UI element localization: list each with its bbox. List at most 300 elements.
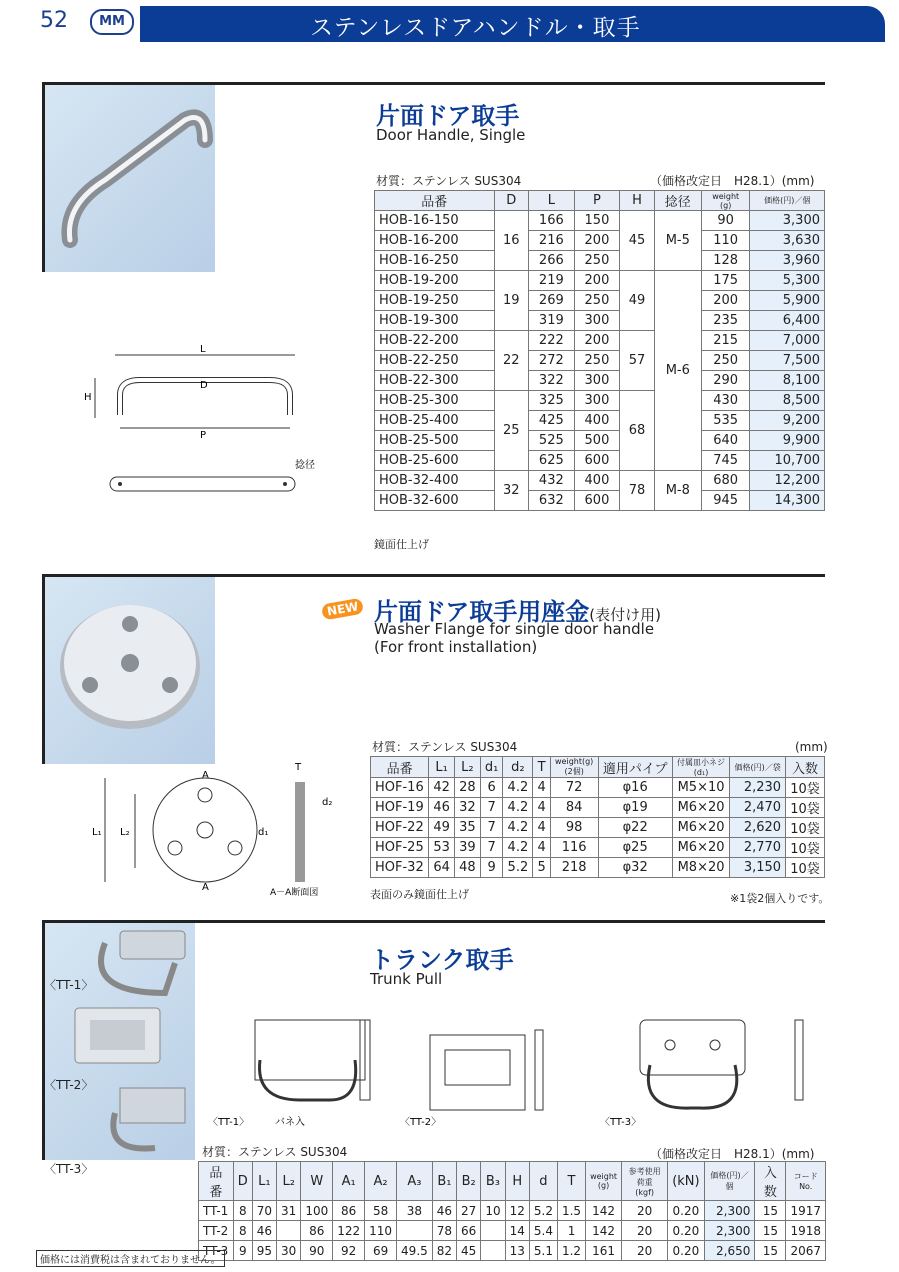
table-cell: 3,630 — [750, 231, 825, 251]
table-cell: 98 — [550, 818, 598, 838]
column-header: 品番 — [371, 757, 429, 778]
section3-price-note: （価格改定日 H28.1）(mm) — [650, 1147, 815, 1161]
table-cell: M6×20 — [672, 838, 730, 858]
table-cell: 64 — [429, 858, 455, 878]
section2-footnote: 表面のみ鏡面仕上げ — [370, 888, 469, 901]
section2-subtitle1: Washer Flange for single door handle — [374, 620, 655, 638]
table-cell: 250 — [574, 251, 620, 271]
table-row — [375, 271, 825, 291]
section2-subtitle2: (For front installation) — [374, 638, 538, 656]
table-cell: 2,300 — [704, 1201, 755, 1221]
table-cell: HOB-19-200 — [375, 271, 495, 291]
table-cell: 69 — [365, 1241, 397, 1261]
table-cell: 4 — [533, 798, 550, 818]
table-cell: φ22 — [598, 818, 672, 838]
column-header: B₁ — [432, 1162, 456, 1201]
table-cell: 215 — [701, 331, 750, 351]
table-cell: 70 — [252, 1201, 276, 1221]
diagram-label-H: H — [84, 392, 92, 403]
table-cell: 250 — [701, 351, 750, 371]
column-header: 適用パイプ — [598, 757, 672, 778]
table-cell: 5.2 — [529, 1201, 557, 1221]
table-cell: HOB-25-500 — [375, 431, 495, 451]
table-cell: HOF-19 — [371, 798, 429, 818]
table-row — [371, 858, 825, 878]
table-cell: 250 — [574, 291, 620, 311]
diagram-label-tt3: 〈TT-3〉 — [600, 1117, 642, 1128]
table-cell: 4 — [533, 838, 550, 858]
diagram-label-tt1: 〈TT-1〉 — [208, 1117, 250, 1128]
table-cell: 8 — [233, 1221, 252, 1241]
table-cell: 535 — [701, 411, 750, 431]
table-cell: 49.5 — [397, 1241, 433, 1261]
table-cell: 166 — [529, 211, 575, 231]
washer-flange-dimension-diagram — [90, 760, 350, 900]
door-handle-spec-table — [374, 190, 825, 511]
table-cell: 8,100 — [750, 371, 825, 391]
table-cell: 200 — [574, 331, 620, 351]
table-cell: 235 — [701, 311, 750, 331]
table-cell: 425 — [529, 411, 575, 431]
table-cell: 46 — [429, 798, 455, 818]
table-cell: M6×20 — [672, 798, 730, 818]
table-cell: HOB-22-200 — [375, 331, 495, 351]
table-cell: 300 — [574, 311, 620, 331]
table-cell: 2,230 — [730, 778, 786, 798]
table-cell: 632 — [529, 491, 575, 511]
table-cell: 15 — [755, 1221, 786, 1241]
table-cell: HOB-19-300 — [375, 311, 495, 331]
column-header: 品番 — [199, 1162, 234, 1201]
table-row — [375, 311, 825, 331]
table-cell: φ25 — [598, 838, 672, 858]
table-row — [375, 211, 825, 231]
table-cell: 3,960 — [750, 251, 825, 271]
table-row — [375, 451, 825, 471]
table-cell: 525 — [529, 431, 575, 451]
section2-unit: (mm) — [795, 740, 828, 754]
table-cell: 175 — [701, 271, 750, 291]
trunk-pull-photo — [42, 923, 195, 1160]
section1-material: 材質：ステンレス SUS304 — [376, 174, 522, 188]
table-cell: 4 — [533, 818, 550, 838]
table-cell: 45 — [620, 211, 654, 271]
table-cell: 14 — [505, 1221, 529, 1241]
page-header — [0, 0, 899, 44]
table-cell: 745 — [701, 451, 750, 471]
table-cell: 49 — [429, 818, 455, 838]
table-cell: 2,650 — [704, 1241, 755, 1261]
table-cell: 20 — [622, 1241, 668, 1261]
table-header-row — [375, 191, 825, 211]
table-cell: 142 — [586, 1201, 622, 1221]
diagram-label-P: P — [200, 430, 207, 441]
table-cell: 200 — [701, 291, 750, 311]
table-cell: 500 — [574, 431, 620, 451]
table-cell: 625 — [529, 451, 575, 471]
washer-flange-photo — [42, 577, 215, 764]
table-cell: 1918 — [786, 1221, 826, 1241]
diagram-label-D: D — [200, 380, 208, 391]
table-cell: 15 — [755, 1201, 786, 1221]
table-cell: 30 — [277, 1241, 301, 1261]
table-cell: 5,900 — [750, 291, 825, 311]
header-band — [140, 6, 885, 42]
table-cell: 35 — [455, 818, 481, 838]
section1-title: 片面ドア取手 — [376, 102, 520, 130]
column-header: T — [557, 1162, 585, 1201]
table-cell: φ16 — [598, 778, 672, 798]
table-cell: 142 — [586, 1221, 622, 1241]
page-number: 52 — [40, 8, 68, 33]
diagram-label-L: L — [200, 344, 206, 355]
table-cell: 39 — [455, 838, 481, 858]
table-row — [375, 491, 825, 511]
diagram-label-d1: d₁ — [258, 827, 269, 838]
table-cell: 5,300 — [750, 271, 825, 291]
table-cell: 5.2 — [503, 858, 533, 878]
table-cell: 3,150 — [730, 858, 786, 878]
column-header: 価格(円)／個 — [750, 191, 825, 211]
table-cell: 325 — [529, 391, 575, 411]
column-header: コード No. — [786, 1162, 826, 1201]
table-row — [375, 431, 825, 451]
table-cell: φ19 — [598, 798, 672, 818]
column-header: D — [494, 191, 528, 211]
column-header: B₂ — [457, 1162, 481, 1201]
table-row — [375, 391, 825, 411]
table-cell: 10袋 — [786, 838, 825, 858]
tax-note: 価格には消費税は含まれておりません。 — [36, 1250, 225, 1267]
table-cell: HOB-16-250 — [375, 251, 495, 271]
table-cell: 400 — [574, 471, 620, 491]
table-cell: 4.2 — [503, 778, 533, 798]
table-cell: 66 — [457, 1221, 481, 1241]
table-cell: 57 — [620, 331, 654, 391]
table-cell: 400 — [574, 411, 620, 431]
table-cell: 10袋 — [786, 778, 825, 798]
table-cell: 6,400 — [750, 311, 825, 331]
table-cell: 92 — [333, 1241, 365, 1261]
column-header: 入数 — [755, 1162, 786, 1201]
table-cell: 9 — [233, 1241, 252, 1261]
table-cell: M-6 — [654, 271, 701, 471]
table-row — [199, 1221, 826, 1241]
table-row — [371, 838, 825, 858]
column-header: d₁ — [480, 757, 503, 778]
table-cell: 290 — [701, 371, 750, 391]
table-cell: 86 — [301, 1221, 333, 1241]
table-row — [375, 251, 825, 271]
table-cell: 250 — [574, 351, 620, 371]
section2-footnote-right: ※1袋2個入りです。 — [730, 892, 830, 905]
table-cell: 5 — [533, 858, 550, 878]
table-cell: 32 — [494, 471, 528, 511]
table-cell — [481, 1221, 505, 1241]
door-handle-photo — [42, 85, 215, 272]
column-header: weight(g) (2個) — [550, 757, 598, 778]
table-row — [371, 778, 825, 798]
table-cell: 1.5 — [557, 1201, 585, 1221]
table-cell: 200 — [574, 271, 620, 291]
table-cell: 6 — [480, 778, 503, 798]
section1-price-note: （価格改定日 H28.1）(mm) — [650, 174, 815, 188]
column-header: H — [620, 191, 654, 211]
table-row — [375, 351, 825, 371]
table-cell: 12 — [505, 1201, 529, 1221]
table-cell: 640 — [701, 431, 750, 451]
table-cell: 4 — [533, 778, 550, 798]
table-cell: 222 — [529, 331, 575, 351]
table-cell: 27 — [457, 1201, 481, 1221]
section3-title: トランク取手 — [370, 946, 514, 974]
table-cell: M5×10 — [672, 778, 730, 798]
diagram-label-A-top: A — [202, 770, 209, 781]
column-header: B₃ — [481, 1162, 505, 1201]
table-cell: 2,470 — [730, 798, 786, 818]
table-cell: 600 — [574, 451, 620, 471]
table-cell: 31 — [277, 1201, 301, 1221]
table-row — [375, 411, 825, 431]
header-title: ステンレスドアハンドル・取手 — [310, 15, 641, 41]
table-cell: 15 — [755, 1241, 786, 1261]
table-cell: 19 — [494, 271, 528, 331]
table-cell: 269 — [529, 291, 575, 311]
table-cell: 3,300 — [750, 211, 825, 231]
table-cell: HOB-16-200 — [375, 231, 495, 251]
table-cell: 58 — [365, 1201, 397, 1221]
column-header: A₂ — [365, 1162, 397, 1201]
section2-material: 材質：ステンレス SUS304 — [372, 740, 518, 754]
table-cell: 12,200 — [750, 471, 825, 491]
table-cell: HOB-22-300 — [375, 371, 495, 391]
table-cell: 9,200 — [750, 411, 825, 431]
table-cell: 272 — [529, 351, 575, 371]
table-cell: 128 — [701, 251, 750, 271]
column-header: A₃ — [397, 1162, 433, 1201]
table-cell: 95 — [252, 1241, 276, 1261]
column-header: T — [533, 757, 550, 778]
table-cell: 10袋 — [786, 818, 825, 838]
column-header: d₂ — [503, 757, 533, 778]
photo-label-tt2: 〈TT-2〉 — [44, 1078, 94, 1092]
column-header: L — [529, 191, 575, 211]
diagram-label-L1: L₁ — [92, 827, 102, 838]
table-cell: 4.2 — [503, 818, 533, 838]
section2-title-suffix: (表付け用) — [589, 606, 661, 624]
table-cell: HOB-25-600 — [375, 451, 495, 471]
diagram-label-L2: L₂ — [120, 827, 130, 838]
table-cell: 1.2 — [557, 1241, 585, 1261]
table-cell: HOB-32-400 — [375, 471, 495, 491]
column-header: 参考使用荷重 (kgf) — [622, 1162, 668, 1201]
table-cell: M8×20 — [672, 858, 730, 878]
table-cell: 7,000 — [750, 331, 825, 351]
diagram-label-T: T — [295, 762, 302, 773]
table-row — [375, 371, 825, 391]
section1-footnote: 鏡面仕上げ — [374, 538, 429, 551]
table-cell: 5.4 — [529, 1221, 557, 1241]
table-row — [199, 1241, 826, 1261]
washer-flange-illustration — [45, 577, 215, 764]
column-header: 捻径 — [654, 191, 701, 211]
table-cell: 150 — [574, 211, 620, 231]
table-cell: 10 — [481, 1201, 505, 1221]
column-header: (kN) — [668, 1162, 704, 1201]
table-row — [371, 818, 825, 838]
table-cell: 7 — [480, 798, 503, 818]
table-cell: 13 — [505, 1241, 529, 1261]
table-cell: 78 — [432, 1221, 456, 1241]
table-row — [375, 331, 825, 351]
table-cell: 38 — [397, 1201, 433, 1221]
table-cell: 266 — [529, 251, 575, 271]
table-cell: 20 — [622, 1221, 668, 1241]
trunk-pull-spec-table — [198, 1161, 826, 1261]
section3-material: 材質：ステンレス SUS304 — [202, 1145, 348, 1159]
table-cell: M-5 — [654, 211, 701, 271]
photo-label-tt3: 〈TT-3〉 — [44, 1162, 94, 1176]
table-cell: 84 — [550, 798, 598, 818]
column-header: H — [505, 1162, 529, 1201]
table-cell: 42 — [429, 778, 455, 798]
table-cell: TT-1 — [199, 1201, 234, 1221]
table-cell: 10袋 — [786, 858, 825, 878]
table-cell: 45 — [457, 1241, 481, 1261]
table-cell: HOF-16 — [371, 778, 429, 798]
table-cell: 49 — [620, 271, 654, 331]
table-cell: 1917 — [786, 1201, 826, 1221]
table-cell: 200 — [574, 231, 620, 251]
table-cell: φ32 — [598, 858, 672, 878]
table-cell: 10袋 — [786, 798, 825, 818]
table-cell: 78 — [620, 471, 654, 511]
column-header: L₁ — [429, 757, 455, 778]
table-cell: TT-3 — [199, 1241, 234, 1261]
table-cell: 116 — [550, 838, 598, 858]
table-cell: 680 — [701, 471, 750, 491]
table-header-row — [199, 1162, 826, 1201]
diagram-label-A-bottom: A — [202, 882, 209, 893]
table-cell: HOB-16-150 — [375, 211, 495, 231]
table-cell: 2,300 — [704, 1221, 755, 1241]
table-cell: 216 — [529, 231, 575, 251]
column-header: weight (g) — [586, 1162, 622, 1201]
table-cell: 9 — [480, 858, 503, 878]
column-header: L₁ — [252, 1162, 276, 1201]
diagram-label-tt2: 〈TT-2〉 — [400, 1117, 442, 1128]
column-header: 価格(円)／袋 — [730, 757, 786, 778]
column-header: L₂ — [455, 757, 481, 778]
table-cell: 0.20 — [668, 1201, 704, 1221]
table-cell: M6×20 — [672, 818, 730, 838]
section1-subtitle: Door Handle, Single — [376, 126, 526, 144]
diagram-label-d2: d₂ — [322, 797, 333, 808]
diagram-label-spring: バネ入 — [275, 1117, 305, 1128]
column-header: 価格(円)／個 — [704, 1162, 755, 1201]
table-cell: 9,900 — [750, 431, 825, 451]
table-cell: HOB-25-300 — [375, 391, 495, 411]
brand-logo: MM — [90, 9, 134, 35]
table-row — [375, 471, 825, 491]
table-cell: 110 — [365, 1221, 397, 1241]
column-header: weight (g) — [701, 191, 750, 211]
table-cell: 7 — [480, 818, 503, 838]
column-header: L₂ — [277, 1162, 301, 1201]
table-cell — [277, 1221, 301, 1241]
table-cell: 1 — [557, 1221, 585, 1241]
table-cell: HOF-22 — [371, 818, 429, 838]
table-cell: 46 — [252, 1221, 276, 1241]
table-cell: 32 — [455, 798, 481, 818]
table-cell: 22 — [494, 331, 528, 391]
table-cell: 25 — [494, 391, 528, 471]
section3-subtitle: Trunk Pull — [370, 970, 443, 988]
table-cell: 82 — [432, 1241, 456, 1261]
table-cell — [397, 1221, 433, 1241]
table-cell: 161 — [586, 1241, 622, 1261]
table-cell: HOF-25 — [371, 838, 429, 858]
table-cell: 300 — [574, 371, 620, 391]
washer-flange-spec-table — [370, 756, 825, 878]
table-cell: 14,300 — [750, 491, 825, 511]
trunk-pull-illustration — [45, 923, 195, 1160]
table-cell: 110 — [701, 231, 750, 251]
table-cell: 72 — [550, 778, 598, 798]
table-cell: 4.2 — [503, 798, 533, 818]
door-handle-illustration — [45, 85, 215, 272]
table-cell: HOB-22-250 — [375, 351, 495, 371]
diagram-label-screw: 捻径 — [295, 460, 315, 471]
table-cell: 2,770 — [730, 838, 786, 858]
column-header: 入数 — [786, 757, 825, 778]
table-cell: 48 — [455, 858, 481, 878]
table-cell: 7,500 — [750, 351, 825, 371]
table-cell: HOB-19-250 — [375, 291, 495, 311]
table-cell: 8 — [233, 1201, 252, 1221]
column-header: W — [301, 1162, 333, 1201]
table-cell: HOB-32-600 — [375, 491, 495, 511]
table-cell: 218 — [550, 858, 598, 878]
table-cell: 7 — [480, 838, 503, 858]
trunk-pull-dimension-diagrams — [200, 1000, 830, 1130]
table-cell: 4.2 — [503, 838, 533, 858]
table-cell: 28 — [455, 778, 481, 798]
diagram-label-section: A－A断面図 — [270, 888, 319, 898]
table-cell: 10,700 — [750, 451, 825, 471]
table-cell: 16 — [494, 211, 528, 271]
photo-label-tt1: 〈TT-1〉 — [44, 978, 94, 992]
table-cell: 100 — [301, 1201, 333, 1221]
table-cell: 46 — [432, 1201, 456, 1221]
table-cell: 122 — [333, 1221, 365, 1241]
table-cell: 945 — [701, 491, 750, 511]
table-row — [371, 798, 825, 818]
column-header: A₁ — [333, 1162, 365, 1201]
table-cell: 2067 — [786, 1241, 826, 1261]
table-cell: 219 — [529, 271, 575, 291]
table-cell: M-8 — [654, 471, 701, 511]
table-header-row — [371, 757, 825, 778]
column-header: D — [233, 1162, 252, 1201]
table-cell: 20 — [622, 1201, 668, 1221]
table-cell: 86 — [333, 1201, 365, 1221]
column-header: d — [529, 1162, 557, 1201]
table-cell: 2,620 — [730, 818, 786, 838]
table-cell: 8,500 — [750, 391, 825, 411]
table-cell: HOF-32 — [371, 858, 429, 878]
table-cell: 90 — [701, 211, 750, 231]
